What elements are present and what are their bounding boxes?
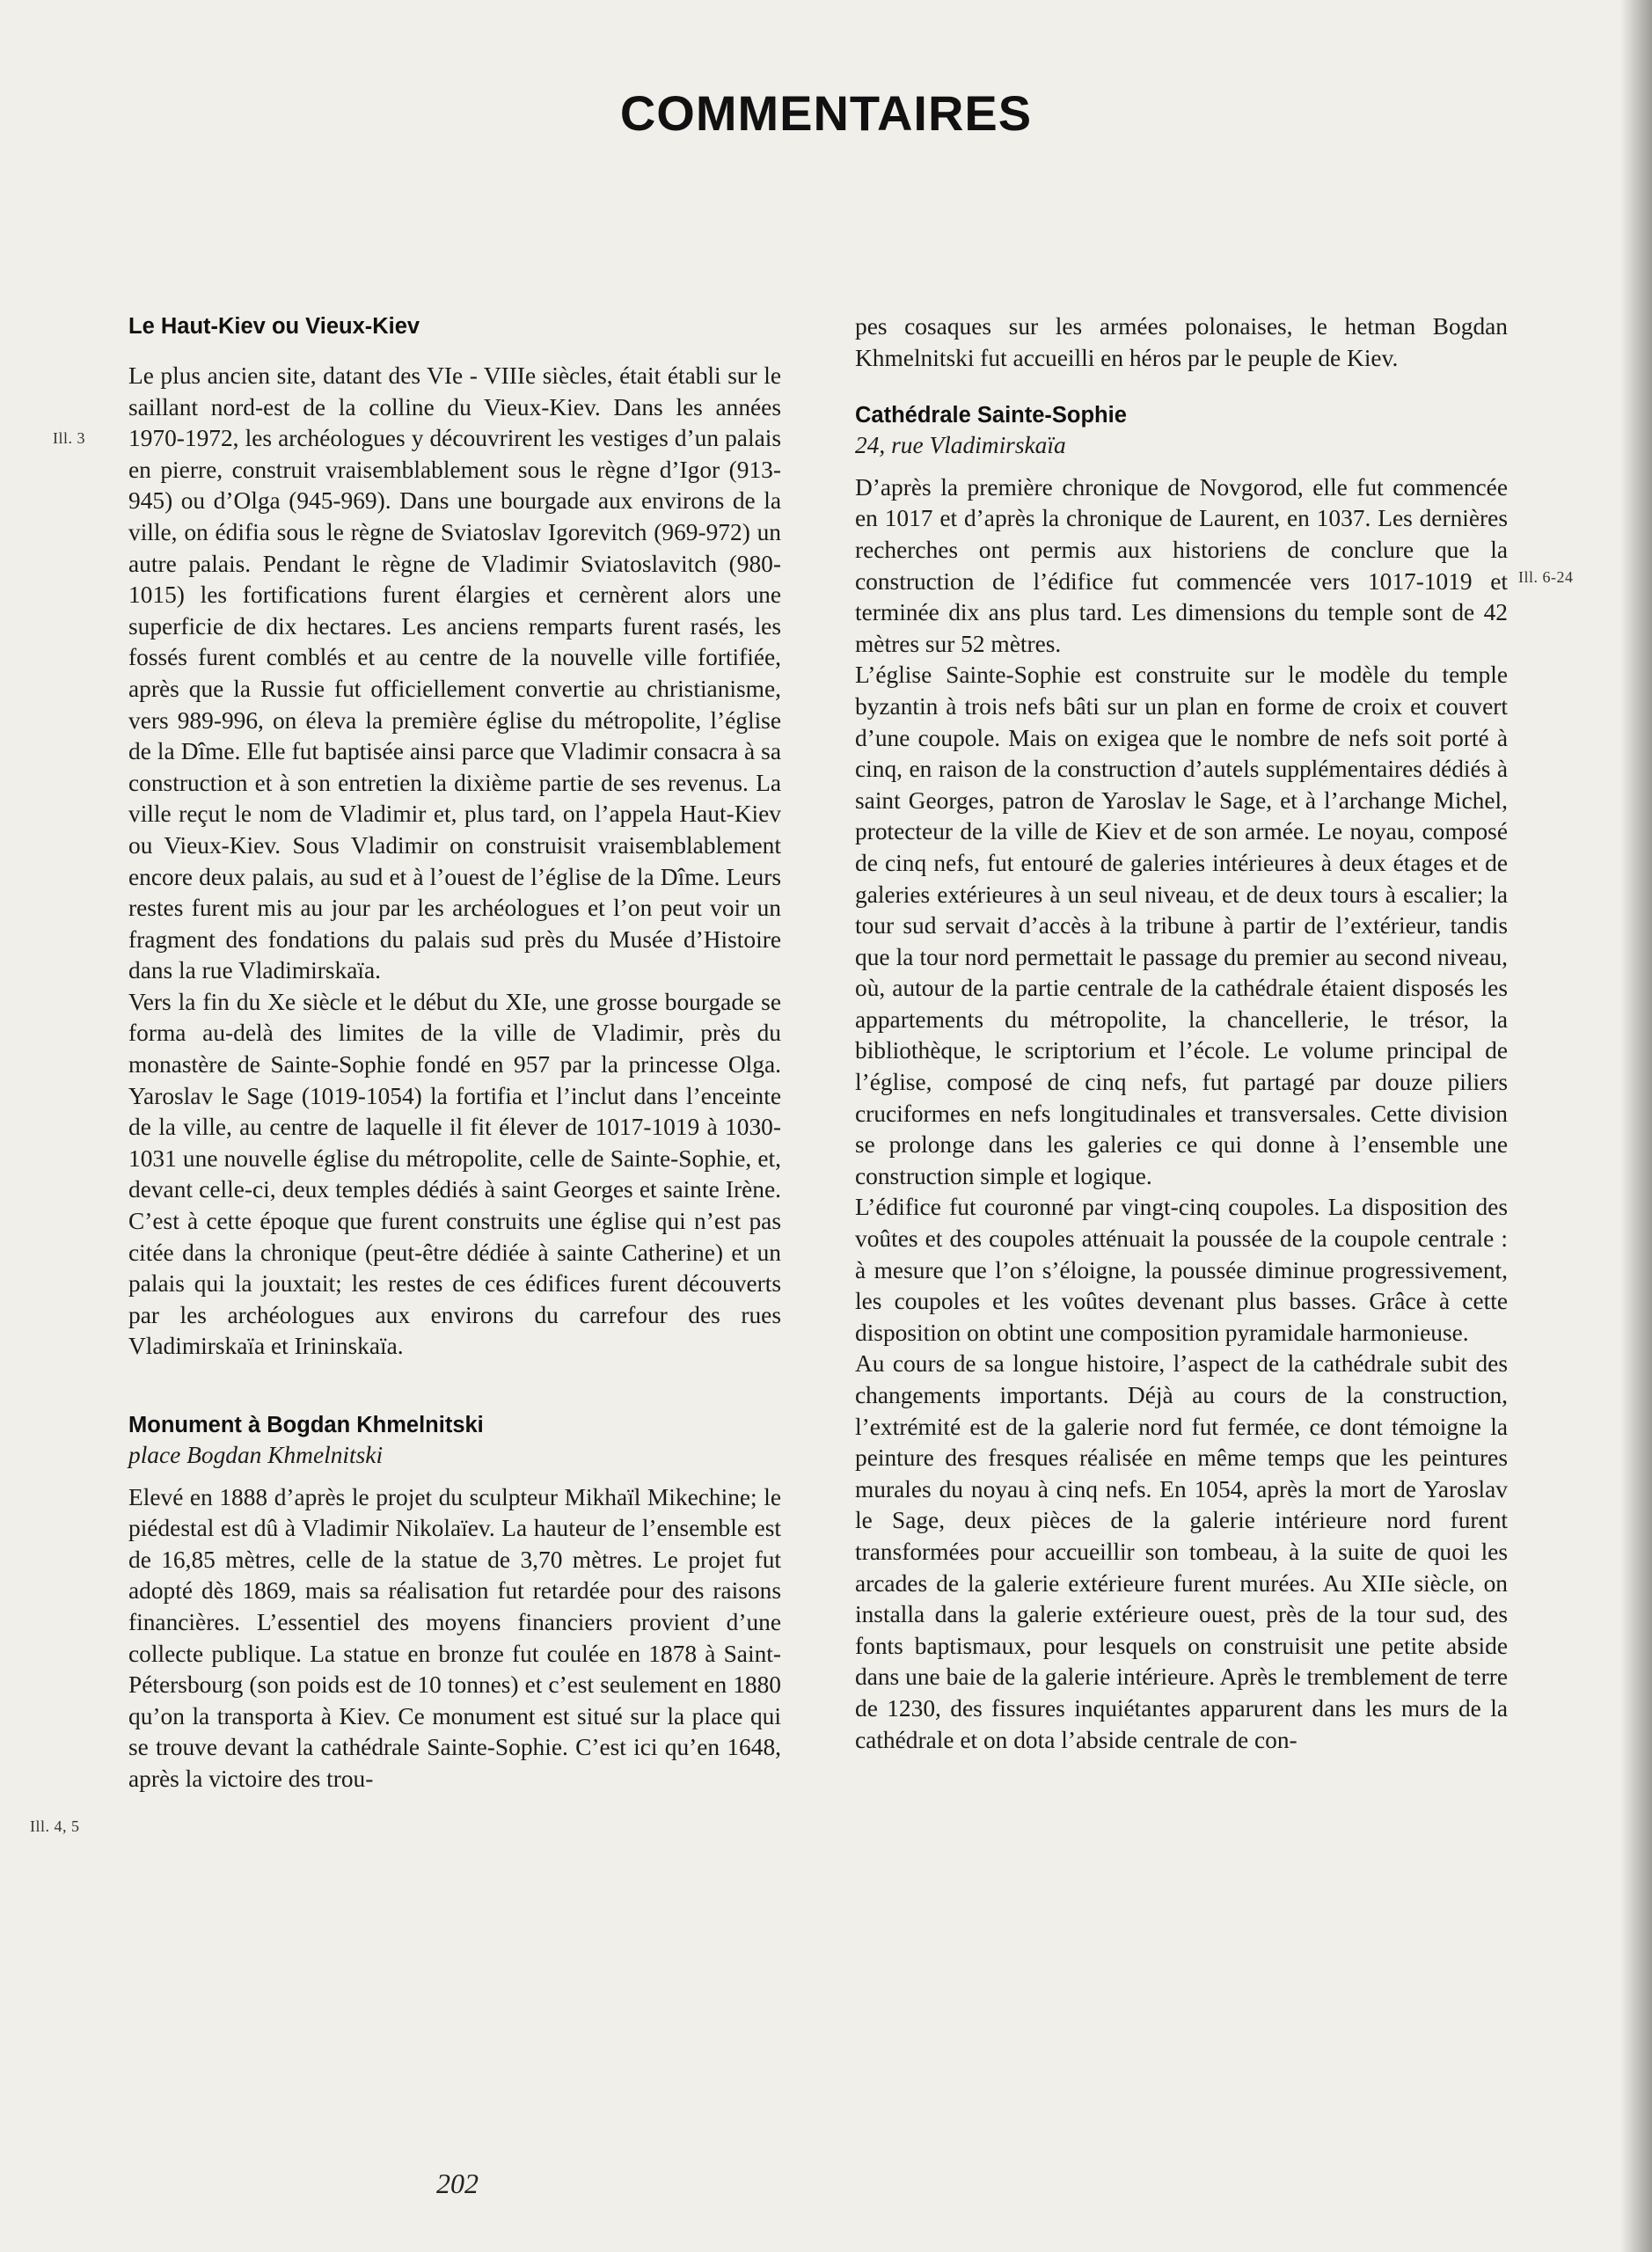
body-paragraph: Le plus ancien site, datant des VIe - VIIIe siècles, était établi sur le saillant nord-est de la colline du Vieux-Kiev. Dans les années 1970-1972, les archéologues y découvrirent les vestiges d’un palais en pierre, construit vraisemblablement sous le règne d’Igor (913-945) ou d’Olga (945-969). Dans une bourgade aux environs de la ville, on édifia sous le règne de Sviatoslav Igorevitch (969-972) un autre palais. Pendant le règne de Vladimir Sviatoslavitch (980-1015) les fortifications furent élargies et cernèrent alors une superficie de dix hectares. Les anciens remparts furent rasés, les fossés furent comblés et au centre de la nouvelle ville fortifiée, après que la Russie fut officiellement convertie au christianisme, vers 989-996, on éleva la première église du métropolite, l’église de la Dîme. Elle fut baptisée ainsi parce que Vladimir consacra à sa construction et à son entretien la dixième partie de ses revenus. La ville reçut le nom de Vladimir et, plus tard, on l’appela Haut-Kiev ou Vieux-Kiev. Sous Vladimir on construisit vraisemblablement encore deux palais, au sud et à l’ouest de l’église de la Dîme. Leurs restes furent mis au jour par les archéologues et l’on peut voir un fragment des fondations du palais sud près du Musée d’Histoire dans la rue Vladimirskaïa. (128, 362, 781, 984)
body-paragraph: L’édifice fut couronné par vingt-cinq coupoles. La disposition des voûtes et des coupoles atténuait la poussée de la coupole centrale : à mesure que l’on s’éloigne, la poussée diminue progressivement, les coupoles et les voûtes devenant plus basses. Grâce à cette disposition on obtint une composition pyramidale harmonieuse. (855, 1194, 1508, 1346)
margin-reference: Ill. 4, 5 (30, 1817, 80, 1835)
body-paragraph: Elevé en 1888 d’après le projet du sculpteur Mikhaïl Mikechine; le piédestal est dû à Vladimir Nikolaïev. La hauteur de l’ensemble est de 16,85 mètres, celle de la statue de 3,70 mètres. Le projet fut adopté dès 1869, mais sa réalisation fut retardée pour des raisons financières. L’essentiel des moyens financiers provient d’une collecte publique. La statue en bronze fut coulée en 1878 à Saint-Pétersbourg (son poids est de 10 tonnes) et c’est seulement en 1880 qu’on la transporta à Kiev. Ce monument est situé sur la place qui se trouve devant la cathédrale Sainte-Sophie. C’est ici qu’en 1648, après la victoire des trou- (128, 1483, 781, 1792)
margin-reference: Ill. 6-24 (1518, 568, 1574, 586)
section-heading: Monument à Bogdan Khmelnitski (128, 1413, 484, 1437)
right-column (855, 311, 1508, 1756)
body-paragraph: D’après la première chronique de Novgorod, elle fut commencée en 1017 et d’après la chronique de Laurent, en 1037. Les dernières recherches ont permis aux historiens de conclure que la construction de l’édifice fut commencée vers 1017-1019 et terminée dix ans plus tard. Les dimensions du temple sont de 42 mètres sur 52 mètres. (855, 473, 1508, 657)
left-column (128, 311, 781, 1795)
section-address: 24, rue Vladimirskaïa (855, 432, 1066, 459)
section-heading: Cathédrale Sainte-Sophie (855, 403, 1127, 428)
page-edge-shadow (1620, 0, 1652, 2252)
body-paragraph: L’église Sainte-Sophie est construite sur le modèle du temple byzantin à trois nefs bâti sur un plan en forme de croix et couvert d’une coupole. Mais on exigea que le nombre de nefs soit porté à cinq, en raison de la construction d’autels supplémentaires dédiés à saint Georges, patron de Yaroslav le Sage, et à l’archange Michel, protecteur de la ville de Kiev et de son armée. Le noyau, composé de cinq nefs, fut entouré de galeries intérieures à deux étages et de galeries extérieures à un seul niveau, et de deux tours à escalier; la tour sud servait d’accès à la tribune à partir de l’extérieur, tandis que la tour nord permettait le passage du premier au second niveau, où, autour de la partie centrale de la cathédrale étaient disposés les appartements du métropolite, la chancellerie, le trésor, la bibliothèque, le scriptorium et l’école. Le volume principal de l’église, composé de cinq nefs, fut partagé par douze piliers cruciformes en nefs longitudinales et transversales. Cette division se prolonge dans les galeries ce qui donne à l’ensemble une construction simple et logique. (855, 662, 1508, 1189)
body-paragraph: Au cours de sa longue histoire, l’aspect de la cathédrale subit des changements importants. Déjà au cours de la construction, l’extrémité est de la galerie nord fut fermée, ce dont témoigne la peinture des fresques réalisée en même temps que les peintures murales du noyau à cinq nefs. En 1054, après la mort de Yaroslav le Sage, deux pièces de la galerie intérieure nord furent transformées pour accueillir son tombeau, à la suite de quoi les arcades de la galerie extérieure furent murées. Au XIIe siècle, on installa dans la galerie extérieure ouest, près de la tour sud, des fonts baptismaux, pour lesquels on construisit une petite abside dans une baie de la galerie intérieure. Après le tremblement de terre de 1230, des fissures inquiétantes apparurent dans les murs de la cathédrale et on dota l’abside centrale de con- (855, 1350, 1508, 1753)
section-address: place Bogdan Khmelnitski (128, 1442, 384, 1468)
body-paragraph-continued: pes cosaques sur les armées polonaises, le hetman Bogdan Khmelnitski fut accueilli en héros par le peuple de Kiev. (855, 313, 1508, 371)
page-title: COMMENTAIRES (619, 85, 1033, 141)
margin-reference: Ill. 3 (53, 429, 85, 447)
page-number: 202 (436, 2168, 479, 2199)
body-paragraph: Vers la fin du Xe siècle et le début du XIe, une grosse bourgade se forma au-delà des limites de la ville de Vladimir, près du monastère de Sainte-Sophie fondé en 957 par la princesse Olga. Yaroslav le Sage (1019-1054) la fortifia et l’inclut dans l’enceinte de la ville, au centre de laquelle il fit élever de 1017-1019 à 1030-1031 une nouvelle église du métropolite, celle de Sainte-Sophie, et, devant celle-ci, deux temples dédiés à saint Georges et sainte Irène. C’est à cette époque que furent construits une église qui n’est pas citée dans la chronique (peut-être dédiée à sainte Catherine) et un palais qui la jouxtait; les restes de ces édifices furent découverts par les archéologues aux environs du carrefour des rues Vladimirskaïa et Irininskaïa. (128, 988, 781, 1360)
section-heading: Le Haut-Kiev ou Vieux-Kiev (128, 314, 420, 339)
